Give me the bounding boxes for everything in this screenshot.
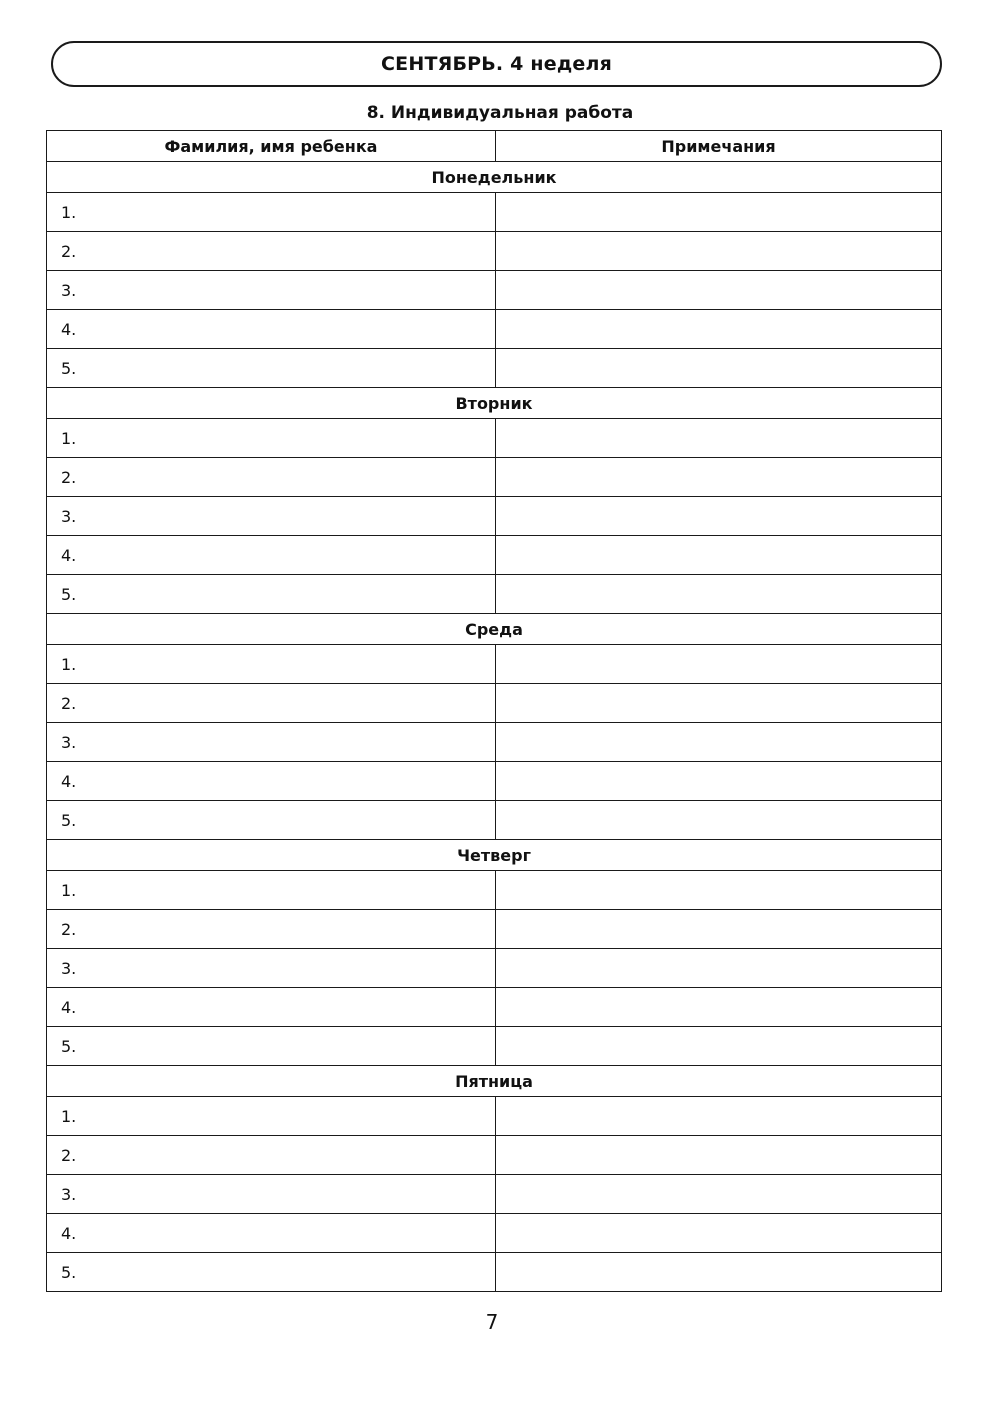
child-name-cell[interactable]: 2. xyxy=(47,684,496,723)
child-name-cell[interactable]: 4. xyxy=(47,988,496,1027)
notes-cell[interactable] xyxy=(496,310,942,349)
section-title: 8. Индивидуальная работа xyxy=(366,103,634,123)
notes-cell[interactable] xyxy=(496,762,942,801)
notes-cell[interactable] xyxy=(496,575,942,614)
notes-cell[interactable] xyxy=(496,645,942,684)
notes-cell[interactable] xyxy=(496,271,942,310)
table-row xyxy=(47,684,942,723)
day-label: Пятница xyxy=(47,1066,942,1097)
table-row xyxy=(47,1027,942,1066)
child-name-cell[interactable]: 4. xyxy=(47,310,496,349)
notes-cell[interactable] xyxy=(496,1214,942,1253)
table-row xyxy=(47,871,942,910)
notes-cell[interactable] xyxy=(496,801,942,840)
child-name-cell[interactable]: 1. xyxy=(47,1097,496,1136)
child-name-cell[interactable]: 2. xyxy=(47,1136,496,1175)
notes-cell[interactable] xyxy=(496,1097,942,1136)
child-name-cell[interactable]: 1. xyxy=(47,419,496,458)
day-label: Понедельник xyxy=(47,162,942,193)
table-row xyxy=(47,949,942,988)
notes-cell[interactable] xyxy=(496,1027,942,1066)
individual-work-table xyxy=(46,130,942,1292)
table-row xyxy=(47,910,942,949)
notes-cell[interactable] xyxy=(496,871,942,910)
table-row xyxy=(47,723,942,762)
table-row xyxy=(47,536,942,575)
child-name-cell[interactable]: 4. xyxy=(47,1214,496,1253)
table-row xyxy=(47,988,942,1027)
notes-cell[interactable] xyxy=(496,232,942,271)
notes-cell[interactable] xyxy=(496,419,942,458)
table-row xyxy=(47,419,942,458)
notes-cell[interactable] xyxy=(496,988,942,1027)
table-row xyxy=(47,232,942,271)
day-row-friday xyxy=(47,1066,942,1097)
notes-cell[interactable] xyxy=(496,723,942,762)
child-name-cell[interactable]: 5. xyxy=(47,349,496,388)
table-row xyxy=(47,575,942,614)
table-row xyxy=(47,1253,942,1292)
table-row xyxy=(47,1214,942,1253)
child-name-cell[interactable]: 5. xyxy=(47,575,496,614)
notes-cell[interactable] xyxy=(496,193,942,232)
notes-cell[interactable] xyxy=(496,1136,942,1175)
child-name-cell[interactable]: 3. xyxy=(47,949,496,988)
child-name-cell[interactable]: 4. xyxy=(47,762,496,801)
child-name-cell[interactable]: 5. xyxy=(47,801,496,840)
child-name-cell[interactable]: 2. xyxy=(47,232,496,271)
notes-cell[interactable] xyxy=(496,497,942,536)
child-name-cell[interactable]: 4. xyxy=(47,536,496,575)
table-header-row xyxy=(47,131,942,162)
child-name-cell[interactable]: 3. xyxy=(47,723,496,762)
table-row xyxy=(47,349,942,388)
table-row xyxy=(47,310,942,349)
child-name-cell[interactable]: 5. xyxy=(47,1027,496,1066)
notes-cell[interactable] xyxy=(496,910,942,949)
day-label: Четверг xyxy=(47,840,942,871)
child-name-cell[interactable]: 1. xyxy=(47,193,496,232)
table-row xyxy=(47,801,942,840)
child-name-cell[interactable]: 3. xyxy=(47,497,496,536)
day-label: Вторник xyxy=(47,388,942,419)
table-row xyxy=(47,271,942,310)
table-row xyxy=(47,762,942,801)
table-row xyxy=(47,645,942,684)
notes-cell[interactable] xyxy=(496,1253,942,1292)
day-row-wednesday xyxy=(47,614,942,645)
notes-cell[interactable] xyxy=(496,949,942,988)
table-row xyxy=(47,458,942,497)
table-row xyxy=(47,1097,942,1136)
day-label: Среда xyxy=(47,614,942,645)
table-row xyxy=(47,1136,942,1175)
child-name-cell[interactable]: 5. xyxy=(47,1253,496,1292)
child-name-cell[interactable]: 3. xyxy=(47,271,496,310)
notes-cell[interactable] xyxy=(496,536,942,575)
child-name-cell[interactable]: 1. xyxy=(47,645,496,684)
day-row-thursday xyxy=(47,840,942,871)
child-name-cell[interactable]: 1. xyxy=(47,871,496,910)
page-number: 7 xyxy=(485,1310,499,1334)
column-header-notes: Примечания xyxy=(496,131,942,162)
column-header-child-name: Фамилия, имя ребенка xyxy=(47,131,496,162)
table-row xyxy=(47,497,942,536)
table-row xyxy=(47,1175,942,1214)
child-name-cell[interactable]: 2. xyxy=(47,458,496,497)
notes-cell[interactable] xyxy=(496,349,942,388)
month-week-title: СЕНТЯБРЬ. 4 неделя xyxy=(381,53,612,75)
child-name-cell[interactable]: 3. xyxy=(47,1175,496,1214)
day-row-tuesday xyxy=(47,388,942,419)
notes-cell[interactable] xyxy=(496,1175,942,1214)
day-row-monday xyxy=(47,162,942,193)
notes-cell[interactable] xyxy=(496,684,942,723)
month-week-banner xyxy=(51,41,942,87)
table-row xyxy=(47,193,942,232)
child-name-cell[interactable]: 2. xyxy=(47,910,496,949)
notes-cell[interactable] xyxy=(496,458,942,497)
